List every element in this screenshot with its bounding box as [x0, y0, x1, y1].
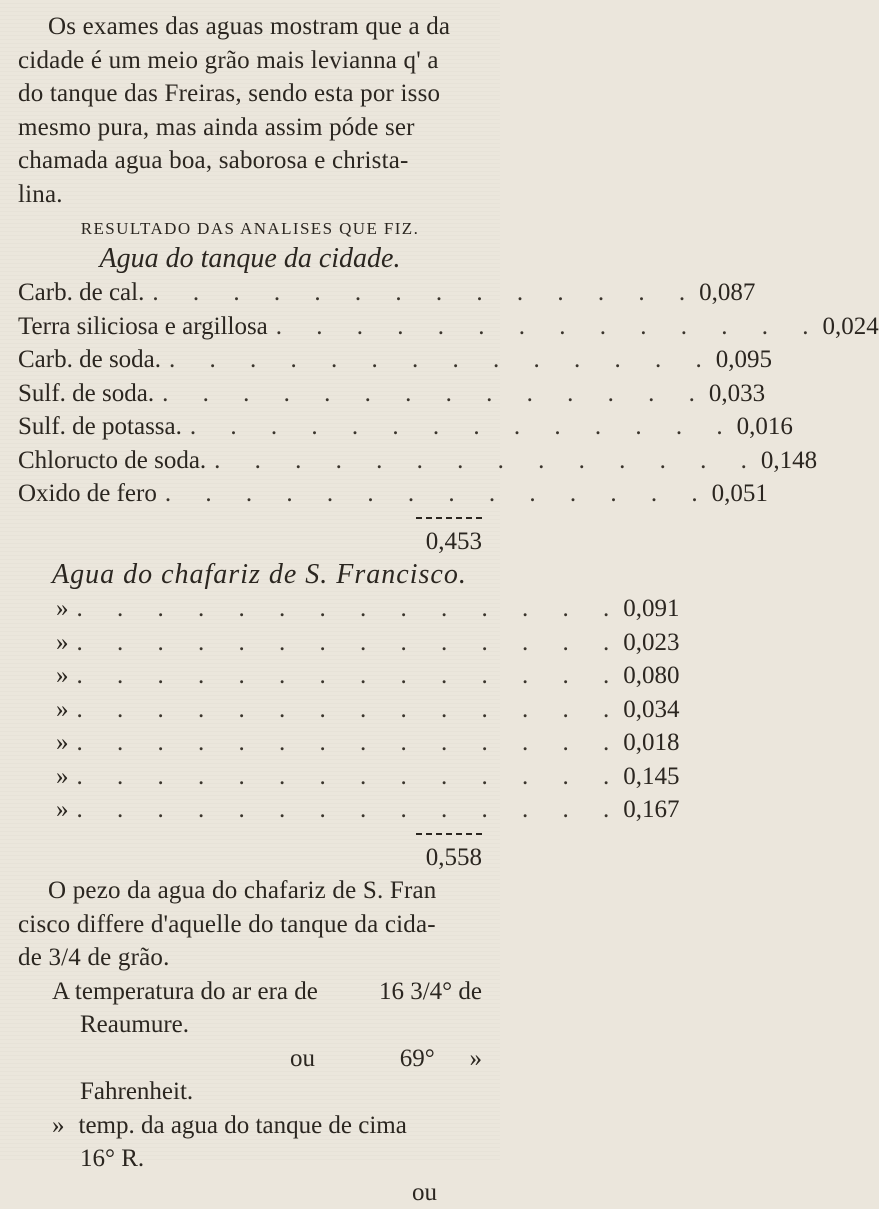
leader-dots: . . . . . . . . . . . . . .	[206, 444, 761, 478]
text-line: lina.	[18, 178, 482, 212]
ditto-mark: »	[18, 693, 69, 727]
text-line: do tanque das Freiras, sendo esta por isso	[18, 77, 482, 111]
row-value: 0,091	[623, 592, 679, 626]
section-heading: RESULTADO DAS ANALISES QUE FIZ.	[18, 216, 482, 242]
row-value: 0,024	[823, 310, 879, 344]
row-value: 0,145	[623, 760, 679, 794]
intro-paragraph	[18, 10, 482, 211]
ditto-mark: »	[18, 726, 69, 760]
leader-dots: . . . . . . . . . . . . . .	[69, 793, 624, 827]
text-line: mesmo pura, mas ainda assim póde ser	[18, 111, 482, 145]
ditto-mark: »	[18, 626, 69, 660]
row-label: Terra siliciosa e argillosa	[18, 310, 268, 344]
row-label: Sulf. de soda.	[18, 377, 154, 411]
temp-text: temp. da agua do tanque de cima	[65, 1109, 483, 1143]
row-value: 0,080	[623, 659, 679, 693]
text-line: cisco differe d'aquelle do tanque da cida-	[18, 908, 482, 942]
table-row	[18, 659, 482, 693]
leader-dots: . . . . . . . . . . . . . .	[268, 310, 823, 344]
table-row	[18, 693, 482, 727]
row-value: 0,051	[712, 477, 768, 511]
row-value: 0,034	[623, 693, 679, 727]
table-row	[18, 410, 482, 444]
weight-paragraph	[18, 874, 482, 975]
table-row	[18, 343, 482, 377]
ou-text: ou	[18, 1042, 370, 1076]
table-row	[18, 310, 482, 344]
text-line: Os exames das aguas mostram que a da	[18, 10, 482, 44]
table-row	[18, 726, 482, 760]
temp-line-tank	[18, 1109, 482, 1143]
ditto-mark: »	[18, 592, 69, 626]
row-value: 0,095	[716, 343, 772, 377]
leader-dots: . . . . . . . . . . . . . .	[69, 726, 624, 760]
leader-dots: . . . . . . . . . . . . . .	[69, 659, 624, 693]
temp-line-conversion	[18, 1042, 482, 1076]
temp-line-tank-value: 16° R.	[18, 1142, 482, 1176]
leader-dots: . . . . . . . . . . . . . .	[144, 276, 699, 310]
text-line: de 3/4 de grão.	[18, 941, 482, 975]
table-row	[18, 377, 482, 411]
total-row	[18, 841, 482, 875]
temperature-notes	[18, 975, 482, 1209]
text-line: O pezo da agua do chafariz de S. Fran	[18, 874, 482, 908]
table-row	[18, 444, 482, 478]
ou-text: ou	[18, 1176, 437, 1209]
row-value: 0,018	[623, 726, 679, 760]
row-label: Chloructo de soda.	[18, 444, 206, 478]
leader-dots: . . . . . . . . . . . . . .	[182, 410, 737, 444]
sum-rule	[18, 827, 482, 841]
ditto-mark: »	[52, 1109, 65, 1143]
leader-dots: . . . . . . . . . . . . . .	[69, 693, 624, 727]
ditto-mark: »	[18, 793, 69, 827]
leader-dots: . . . . . . . . . . . . . .	[69, 592, 624, 626]
table-row	[18, 760, 482, 794]
table-row	[18, 592, 482, 626]
row-value: 0,167	[623, 793, 679, 827]
ditto-mark: »	[18, 760, 69, 794]
text-line: cidade é um meio grão mais levianna q' a	[18, 44, 482, 78]
row-value: 0,023	[623, 626, 679, 660]
table1-title: Agua do tanque da cidade.	[18, 242, 482, 276]
fahrenheit-value: 69°	[370, 1042, 454, 1076]
leader-dots: . . . . . . . . . . . . . .	[161, 343, 716, 377]
temp-line-air	[18, 975, 482, 1009]
table-row	[18, 793, 482, 827]
text-line: chamada agua boa, saborosa e christa-	[18, 144, 482, 178]
row-value: 0,087	[699, 276, 755, 310]
divider	[416, 833, 482, 841]
ditto-mark: »	[454, 1042, 483, 1076]
total-value: 0,558	[426, 841, 482, 875]
ditto-mark: »	[18, 659, 69, 693]
total-value: 0,453	[426, 525, 482, 559]
row-label: Sulf. de potassa.	[18, 410, 182, 444]
sum-rule	[18, 511, 482, 525]
table1	[18, 276, 482, 558]
row-label: Oxido de fero	[18, 477, 157, 511]
temp-value: 16 3/4° de	[379, 975, 482, 1009]
temp-line-reaumure: Reaumure.	[18, 1008, 482, 1042]
row-value: 0,016	[737, 410, 793, 444]
table-row	[18, 477, 482, 511]
temp-line-fahrenheit: Fahrenheit.	[18, 1075, 482, 1109]
leader-dots: . . . . . . . . . . . . . .	[157, 477, 712, 511]
leader-dots: . . . . . . . . . . . . . .	[69, 760, 624, 794]
row-value: 0,033	[709, 377, 765, 411]
row-label: Carb. de soda.	[18, 343, 161, 377]
table2	[18, 592, 482, 874]
leader-dots: . . . . . . . . . . . . . .	[154, 377, 709, 411]
total-row	[18, 525, 482, 559]
table-row	[18, 626, 482, 660]
temp-text: A temperatura do ar era de	[52, 975, 318, 1009]
table-row	[18, 276, 482, 310]
table2-title: Agua do chafariz de S. Francisco.	[18, 558, 482, 592]
row-label: Carb. de cal.	[18, 276, 144, 310]
leader-dots: . . . . . . . . . . . . . .	[69, 626, 624, 660]
temp-line-conversion-2	[18, 1176, 482, 1209]
divider	[416, 517, 482, 525]
row-value: 0,148	[761, 444, 817, 478]
